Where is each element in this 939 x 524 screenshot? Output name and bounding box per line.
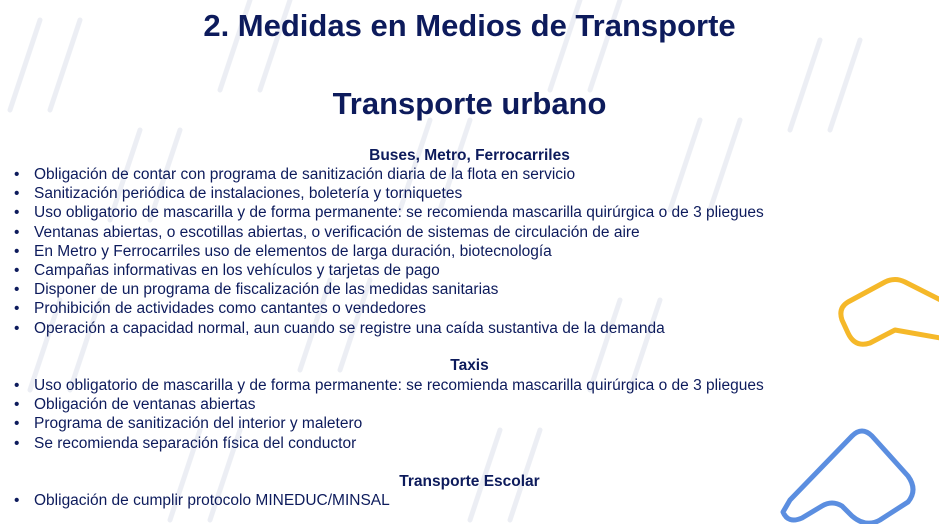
list-item: • Obligación de contar con programa de sanitización diaria de la flota en servicio	[14, 165, 764, 184]
list-item: • Prohibición de actividades como cantantes o vendedores	[14, 299, 764, 318]
list-item: • Uso obligatorio de mascarilla y de forma permanente: se recomienda mascarilla quirúrgica o de 3 pliegues	[14, 376, 764, 395]
buses-measures-list	[14, 165, 764, 338]
list-item: • Uso obligatorio de mascarilla y de forma permanente: se recomienda mascarilla quirúrgica o de 3 pliegues	[14, 203, 764, 222]
escolar-measures-list	[14, 491, 390, 510]
section-heading-buses: Buses, Metro, Ferrocarriles	[369, 147, 570, 164]
section-heading-escolar: Transporte Escolar	[399, 473, 540, 490]
list-item: • Obligación de cumplir protocolo MINEDUC/MINSAL	[14, 491, 390, 510]
list-item: • En Metro y Ferrocarriles uso de elementos de larga duración, biotecnología	[14, 242, 764, 261]
list-item: • Sanitización periódica de instalaciones, boletería y torniquetes	[14, 184, 764, 203]
list-item: • Disponer de un programa de fiscalización de las medidas sanitarias	[14, 280, 764, 299]
list-item: • Programa de sanitización del interior y maletero	[14, 414, 764, 433]
list-item: • Campañas informativas en los vehículos y tarjetas de pago	[14, 261, 764, 280]
yellow-chevron-shape	[841, 280, 939, 346]
page-title: 2. Medidas en Medios de Transporte	[203, 8, 736, 43]
list-item: • Ventanas abiertas, o escotillas abiertas, o verificación de sistemas de circulación de aire	[14, 223, 764, 242]
section-heading-taxis: Taxis	[450, 357, 489, 374]
page-subtitle: Transporte urbano	[332, 86, 607, 121]
taxis-measures-list	[14, 376, 764, 453]
list-item: • Obligación de ventanas abiertas	[14, 395, 764, 414]
list-item: • Se recomienda separación física del conductor	[14, 434, 764, 453]
list-item: • Operación a capacidad normal, aun cuando se registre una caída sustantiva de la demanda	[14, 319, 764, 338]
